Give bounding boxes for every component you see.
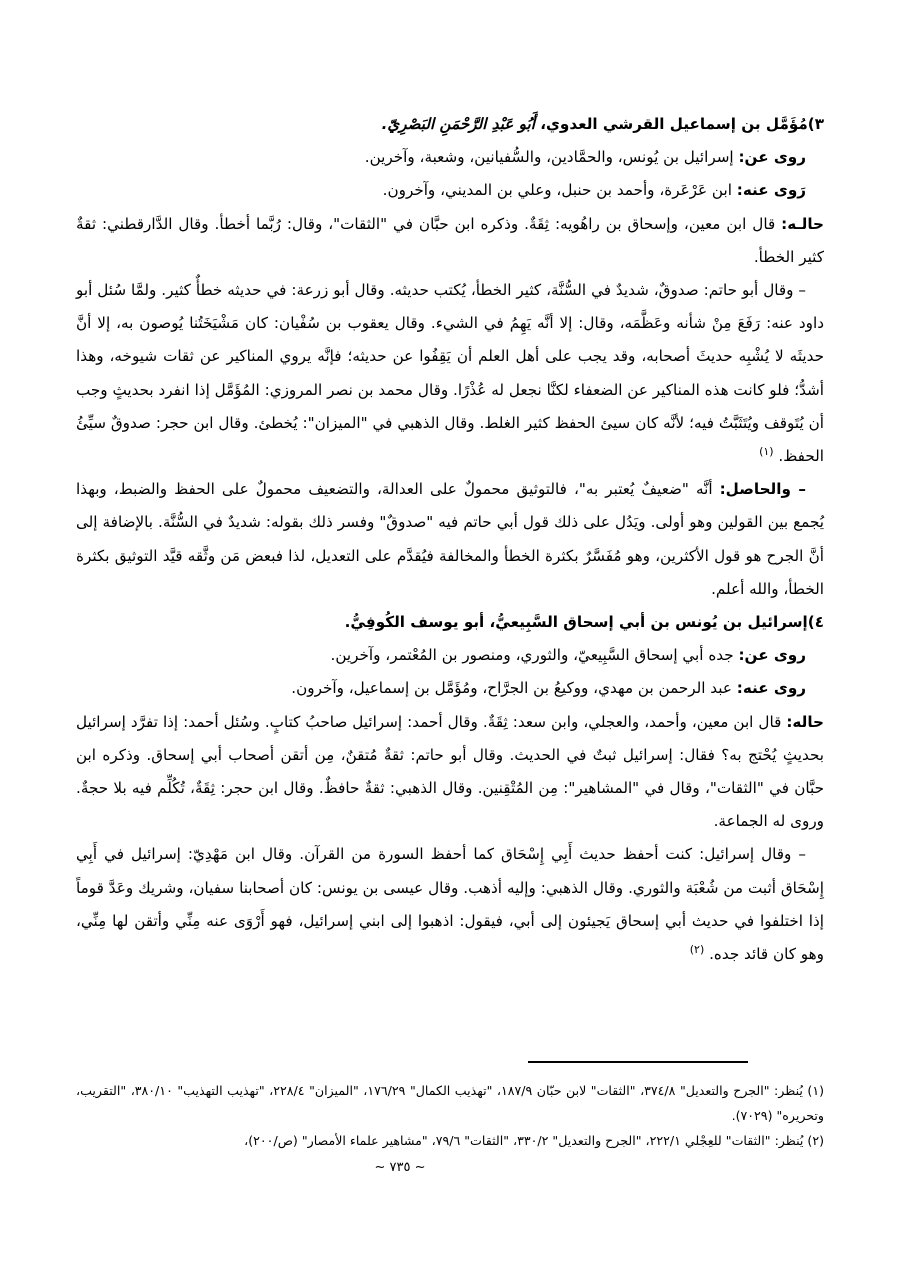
footnote-separator	[528, 1061, 748, 1063]
entry3-hal: حالـه: قال ابن معين، وإسحاق بن راهُويه: ثِقَةٌ. وذكره ابن حبَّان في "الثقات"، وقال: رُبَّما أخطأ. وقال الدَّارقطني: ثقةٌ كثير الخطأ.	[76, 214, 824, 266]
entry4-title: ٤)إسرائيل بن يُونس بن أبي إسحاق السَّبِيعيُّ، أبو يوسف الكُوفِيُّ.	[344, 613, 824, 632]
entry3-title: ٣)مُؤَمَّل بن إسماعيل القرشي العدوي، أَبُو عَبْدِ الرَّحْمَنِ البَصْرِيّ.	[381, 115, 824, 133]
entry4-para: – وقال إسرائيل: كنت أحفظ حديث أَبِي إِسْحَاق كما أحفظ السورة من القرآن. وقال ابن مَهْدِيّ: إسرائيل في أَبِي إِسْحَاق أثبت من شُعْبَة والثوري. وقال الذهبي: وإليه أذهب. وقال عيسى بن يونس: كان أصحابنا سفيان، وشريك وعَدَّ قوماً إذا اختلفوا في حديث أبي إسحاق يَجيئون إلى أبي، فيقول: اذهبوا إلى ابني إسرائيل، فهو أَرْوَى عنه مِنِّي وأتقن لها مِنِّي، وهو كان قائد جده. $^{(٢)}$	[76, 845, 824, 964]
entry3-conclusion: – والحاصل: أنَّه "ضعيفٌ يُعتبر به"، فالتوثيق محمولٌ على العدالة، والتضعيف محمولٌ على الحفظ والضبط، وبهذا يُجمع بين القولين وهو أولى. ويَدُل على ذلك قول أبي حاتم فيه "صدوقٌ" وفسر ذلك بقوله: شديدٌ في السُّنَّة. بالإضافة إلى أنَّ الجرح هو قول الأكثرين، وهو مُفَسَّرٌ بكثرة الخطأ والمخالفة فيُقدَّم على التعديل، لذا فبعض مَن وثَّقه قيَّد التوثيق بكثرة الخطأ، والله أعلم.	[76, 480, 824, 598]
entry3-rawa-an: روى عن: إسرائيل بن يُونس، والحمَّادين، والسُّفيانين، وشعبة، وآخرين.	[364, 148, 806, 167]
footnotes	[76, 1078, 824, 1153]
entry4-hal: حاله: قال ابن معين، وأحمد، والعجلي، وابن سعد: ثِقَةٌ. وقال أحمد: إسرائيل صاحبُ كتابٍ. وسُئل أحمد: إذا تفرَّد إسرائيل بحديثٍ يُحْتج به؟ فقال: إسرائيل ثبتٌ في الحديث. وقال أبو حاتم: ثقةٌ مُتقنٌ، مِن أتقن أصحاب أبي إسحاق. وذكره ابن حبَّان في "الثقات"، وقال في "المشاهير": مِن المُتْقِنين. وقال الذهبي: ثقةٌ حافظٌ. وقال ابن حجر: ثِقَةٌ، تُكُلِّم فيه بلا حجةٌ. وروى له الجماعة.	[76, 712, 824, 831]
entry3-kunya: أَبُو عَبْدِ الرَّحْمَنِ البَصْرِيّ.	[381, 115, 535, 133]
entry4-rawa-anhu: روى عنه: عبد الرحمن بن مهدي، ووكيعُ بن الجرَّاح، ومُؤَمَّل بن إسماعيل، وآخرون.	[291, 679, 806, 698]
entry3-rawa-anhu: رَوى عنه: ابن عَرْعَرة، وأحمد بن حنبل، وعلي بن المديني، وآخرون.	[382, 181, 806, 200]
footnote-ref-1: (١)	[759, 444, 774, 458]
main-text	[76, 108, 824, 971]
entry3-para1: – وقال أبو حاتم: صدوقٌ، شديدٌ في السُّنَّة، كثير الخطأ، يُكتب حديثه. وقال أبو زرعة: في حديثه خطأٌ كثير. ولمَّا سُئل أبو داود عنه: رَفَعَ مِنْ شأنه وعَظَّمَه، وقال: إلا أنَّه يَهِمُ في الشيء. وقال يعقوب بن سُفْيان: كان مَشْيَخَتُنا يُوصون به، إلا أنَّ حديثَه لا يُشْبِه حديثَ أصحابه، وقد يجب على أهل العلم أن يَقِفُوا عن حديثه؛ فإنَّه يروي المناكير عن ثقات شيوخه، وهذا أشدُّ؛ فلو كانت هذه المناكير عن الضعفاء لكنَّا نجعل له عُذْرًا. وقال محمد بن نصر المروزي: المُؤَمَّل إذا انفرد بحديثٍ وجب أن يُتَوقف ويُتَثَبَّتُ فيه؛ لأنَّه كان سيئ الحفظ كثير الغلط. وقال الذهبي في "الميزان": يُخطئ. وقال ابن حجر: صدوقٌ سيِّئُ الحفظ. $^{(١)}$	[76, 281, 824, 466]
footnote-2: (٢) يُنظر: "الثقات" للعِجْلي ٢٢٢/١، "الجرح والتعديل" ٣٣٠/٢، "الثقات" ٧٩/٦، "مشاهير علماء الأمصار" (ص/٢٠٠)،	[244, 1133, 824, 1148]
footnote-ref-2: (٢)	[689, 943, 705, 957]
footnote-1: (١) يُنظر: "الجرح والتعديل" ٣٧٤/٨، "الثقات" لابن حبّان ١٨٧/٩، "تهذيب الكمال" ١٧٦/٢٩، "الميزان" ٢٢٨/٤، "تهذيب التهذيب" ٣٨٠/١٠، "التقريب، وتحريره" (٧٠٢٩).	[76, 1083, 824, 1123]
entry4-rawa-an: روى عن: جده أبي إسحاق السَّبِيعيّ، والثوري، ومنصور بن المُعْتمر، وآخرين.	[330, 646, 806, 665]
page-number: ~ ٧٣٥ ~	[374, 1160, 426, 1175]
